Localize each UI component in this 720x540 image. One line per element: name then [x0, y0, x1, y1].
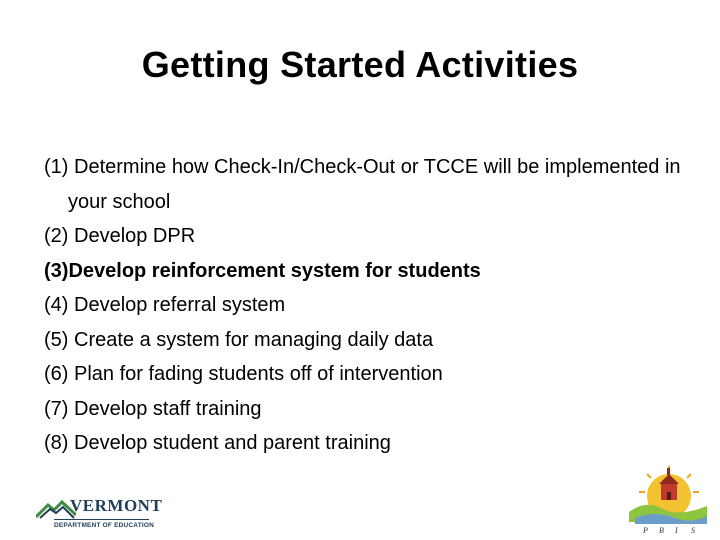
list-item: (6) Plan for fading students off of intervention — [44, 363, 443, 385]
list-item: (8) Develop student and parent training — [44, 432, 391, 454]
list-item: (4) Develop referral system — [44, 294, 286, 316]
logo-divider — [54, 519, 149, 520]
vermont-wordmark: VERMONT — [70, 496, 163, 515]
list-item: (1) Determine how Check-In/Check-Out or TCCE will be implemented in your school — [44, 156, 681, 213]
department-label: DEPARTMENT OF EDUCATION — [54, 522, 155, 529]
pbis-letter: S — [691, 526, 695, 535]
schoolhouse-sun-icon — [625, 462, 711, 528]
activity-list — [44, 150, 684, 461]
pbis-letter: P — [643, 526, 648, 535]
pbis-letter: I — [675, 526, 678, 535]
vermont-doe-logo — [36, 493, 163, 533]
slide-title: Getting Started Activities — [141, 44, 579, 85]
list-item: (7) Develop staff training — [44, 397, 262, 420]
list-item: (5) Create a system for managing daily data — [44, 328, 434, 351]
list-item: (2) Develop DPR — [44, 225, 196, 247]
list-item: (3)Develop reinforcement system for students — [44, 259, 481, 282]
pbis-letter: B — [659, 526, 664, 535]
pbis-logo — [625, 462, 711, 540]
